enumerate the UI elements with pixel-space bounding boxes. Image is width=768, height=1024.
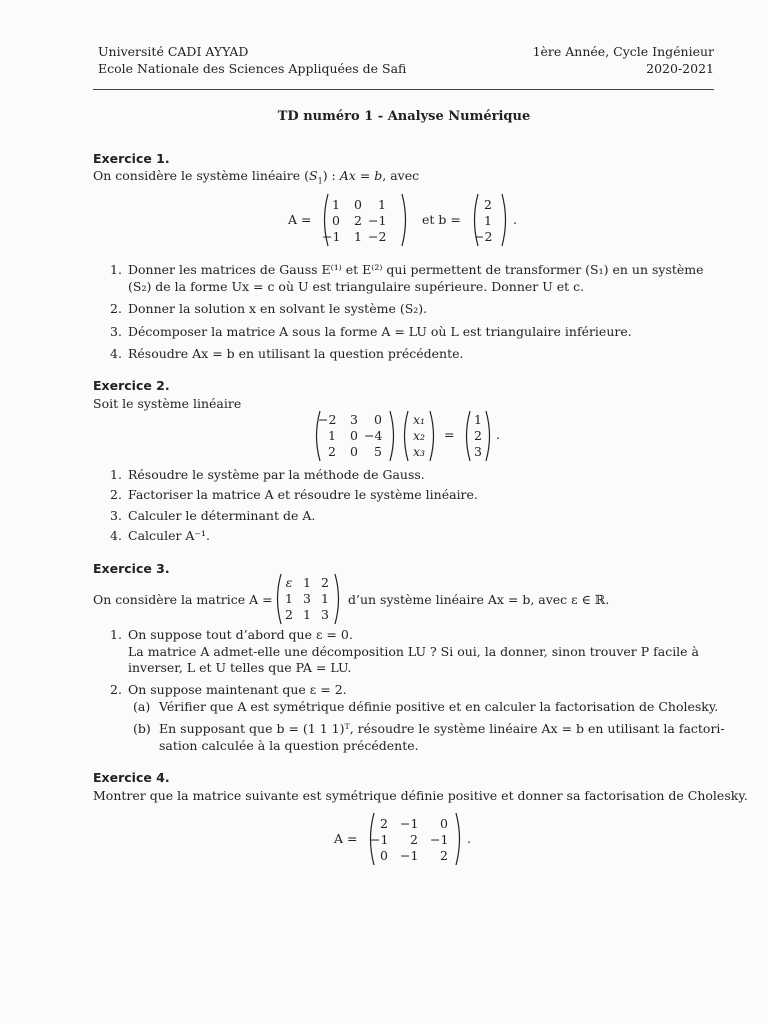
ex3-item-2-text: On suppose maintenant que ε = 2. <box>128 682 347 697</box>
ex3-item-2-num: 2. <box>110 682 122 697</box>
ex1-item-3-num: 3. <box>110 324 122 339</box>
ex2-item-2-text: Factoriser la matrice A et résoudre le système linéaire. <box>128 487 478 502</box>
matrix-A: 1 0 1 0 2 −1 −1 1 −2 <box>320 193 410 247</box>
ex3-item-1-text: On suppose tout d’abord que ε = 0. <box>128 627 353 642</box>
ex3-item-1-text-cont2: inverser, L et U telles que PA = LU. <box>128 660 352 675</box>
ex3-item-1-num: 1. <box>110 627 122 642</box>
exercise-2-heading: Exercice 2. <box>93 378 170 393</box>
exercise-1-intro: On considère le système linéaire $(S_1)$ : Ax = b, avec <box>93 168 420 186</box>
ex2-item-3-num: 3. <box>110 508 122 523</box>
ex1-item-1-num: 1. <box>110 262 122 277</box>
punctuation-period: . <box>467 831 471 846</box>
ex1-item-4-text: Résoudre Ax = b en utilisant la question précédente. <box>128 346 464 361</box>
ex2-item-3-text: Calculer le déterminant de A. <box>128 508 316 523</box>
ex1-item-1-text-cont: (S₂) de la forme Ux = c où U est triangulaire supérieure. Donner U et c. <box>128 279 585 294</box>
ex2-item-4-num: 4. <box>110 528 122 543</box>
ex2-item-1-text: Résoudre le système par la méthode de Gauss. <box>128 467 425 482</box>
header-year-level: 1ère Année, Cycle Ingénieur <box>532 44 714 59</box>
punctuation-period: . <box>496 427 500 442</box>
exercise-3-heading: Exercice 3. <box>93 561 170 576</box>
ex2-item-1-num: 1. <box>110 467 122 482</box>
vector-b-label: et b = <box>422 212 461 227</box>
ex2-item-2-num: 2. <box>110 487 122 502</box>
exercise-4-intro: Montrer que la matrice suivante est symétrique définie positive et donner sa factorisation de Cholesky. <box>93 788 748 803</box>
matrix-M2: −2 3 0 1 0 −4 2 0 5 <box>312 410 398 462</box>
equals-sign: = <box>444 427 455 442</box>
exercise-3-intro-post: d’un système linéaire Ax = b, avec ε ∈ ℝ. <box>348 592 610 607</box>
ex3-subitem-a-text: Vérifier que A est symétrique définie positive et en calculer la factorisation de Cholesky. <box>159 699 719 714</box>
ex1-item-1-text: Donner les matrices de Gauss E⁽¹⁾ et E⁽²⁾ qui permettent de transformer (S₁) en un système <box>128 262 704 277</box>
header-school: Ecole Nationale des Sciences Appliquées de Safi <box>98 61 407 76</box>
ex3-subitem-b-num: (b) <box>133 721 151 736</box>
matrix-A4-label: A = <box>334 831 358 846</box>
exercise-4-heading: Exercice 4. <box>93 770 170 785</box>
header-academic-year: 2020-2021 <box>646 61 714 76</box>
exercise-3-intro-pre: On considère la matrice A = <box>93 592 273 607</box>
exercise-1-heading: Exercice 1. <box>93 151 170 166</box>
ex2-item-4-text: Calculer A⁻¹. <box>128 528 211 543</box>
vector-rhs: 1 2 3 <box>462 410 494 462</box>
ex1-item-4-num: 4. <box>110 346 122 361</box>
ex1-item-2-num: 2. <box>110 301 122 316</box>
ex3-subitem-b-text-cont: sation calculée à la question précédente. <box>159 738 419 753</box>
ex1-item-3-text: Décomposer la matrice A sous la forme A = LU où L est triangulaire inférieure. <box>128 324 632 339</box>
ex3-subitem-b-text: En supposant que b = (1 1 1)ᵀ, résoudre le système linéaire Ax = b en utilisant la factori- <box>159 721 725 736</box>
matrix-M3: ε 1 2 1 3 1 2 1 3 <box>273 573 343 625</box>
vector-x: x₁ x₂ x₃ <box>400 410 438 462</box>
punctuation-period: . <box>513 212 517 227</box>
matrix-A4: 2 −1 0 −1 2 −1 0 −1 2 <box>366 812 464 866</box>
vector-b: 2 1 −2 <box>470 193 510 247</box>
page-title: TD numéro 1 - Analyse Numérique <box>277 109 531 124</box>
header-university: Université CADI AYYAD <box>98 44 249 59</box>
matrix-A-label: A = <box>288 212 312 227</box>
exercise-2-intro: Soit le système linéaire <box>93 396 242 411</box>
header-divider <box>93 89 714 90</box>
ex3-subitem-a-num: (a) <box>133 699 151 714</box>
ex3-item-1-text-cont: La matrice A admet-elle une décomposition LU ? Si oui, la donner, sinon trouver P facile à <box>128 644 700 659</box>
ex1-item-2-text: Donner la solution x en solvant le système (S₂). <box>128 301 428 316</box>
